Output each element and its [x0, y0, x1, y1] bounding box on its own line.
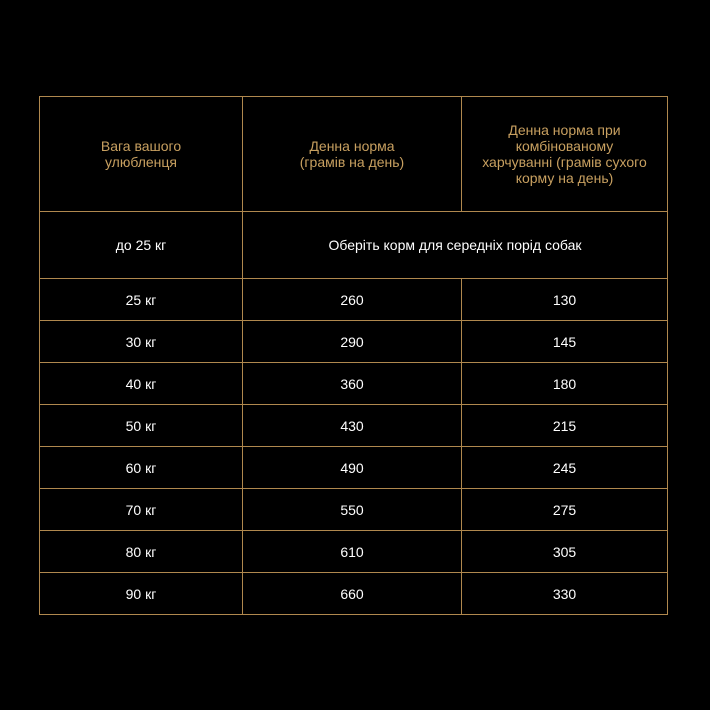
header-combined-norm [462, 97, 668, 212]
cell-daily-norm: 490 [243, 447, 462, 489]
note-row-weight: до 25 кг [40, 212, 243, 279]
table-row [40, 447, 668, 489]
header-daily-norm-label: Денна норма (грамів на день) [299, 138, 405, 170]
cell-daily-norm: 550 [243, 489, 462, 531]
cell-weight: 40 кг [40, 363, 243, 405]
table-body [40, 212, 668, 615]
cell-combined-norm: 130 [462, 279, 668, 321]
table-row [40, 321, 668, 363]
cell-combined-norm: 215 [462, 405, 668, 447]
note-row-message: Оберіть корм для середніх порід собак [243, 212, 668, 279]
cell-weight: 25 кг [40, 279, 243, 321]
cell-daily-norm: 430 [243, 405, 462, 447]
header-daily-norm [243, 97, 462, 212]
header-pet-weight [40, 97, 243, 212]
cell-weight: 90 кг [40, 573, 243, 615]
cell-weight: 30 кг [40, 321, 243, 363]
note-row [40, 212, 668, 279]
cell-combined-norm: 180 [462, 363, 668, 405]
cell-daily-norm: 260 [243, 279, 462, 321]
cell-weight: 80 кг [40, 531, 243, 573]
cell-weight: 70 кг [40, 489, 243, 531]
table-row [40, 489, 668, 531]
table-row [40, 363, 668, 405]
table-row [40, 531, 668, 573]
table-header [40, 97, 668, 212]
cell-combined-norm: 145 [462, 321, 668, 363]
cell-combined-norm: 330 [462, 573, 668, 615]
cell-combined-norm: 245 [462, 447, 668, 489]
table-row [40, 279, 668, 321]
cell-daily-norm: 290 [243, 321, 462, 363]
header-combined-norm-label: Денна норма при комбінованому харчуванні (грамів сухого корму на день) [482, 122, 647, 186]
cell-weight: 50 кг [40, 405, 243, 447]
cell-daily-norm: 660 [243, 573, 462, 615]
cell-weight: 60 кг [40, 447, 243, 489]
cell-daily-norm: 610 [243, 531, 462, 573]
header-pet-weight-label: Вага вашого улюбленця [100, 138, 182, 170]
cell-combined-norm: 305 [462, 531, 668, 573]
cell-combined-norm: 275 [462, 489, 668, 531]
table-row [40, 573, 668, 615]
table-row [40, 405, 668, 447]
cell-daily-norm: 360 [243, 363, 462, 405]
header-row [40, 97, 668, 212]
feeding-table [39, 96, 668, 615]
